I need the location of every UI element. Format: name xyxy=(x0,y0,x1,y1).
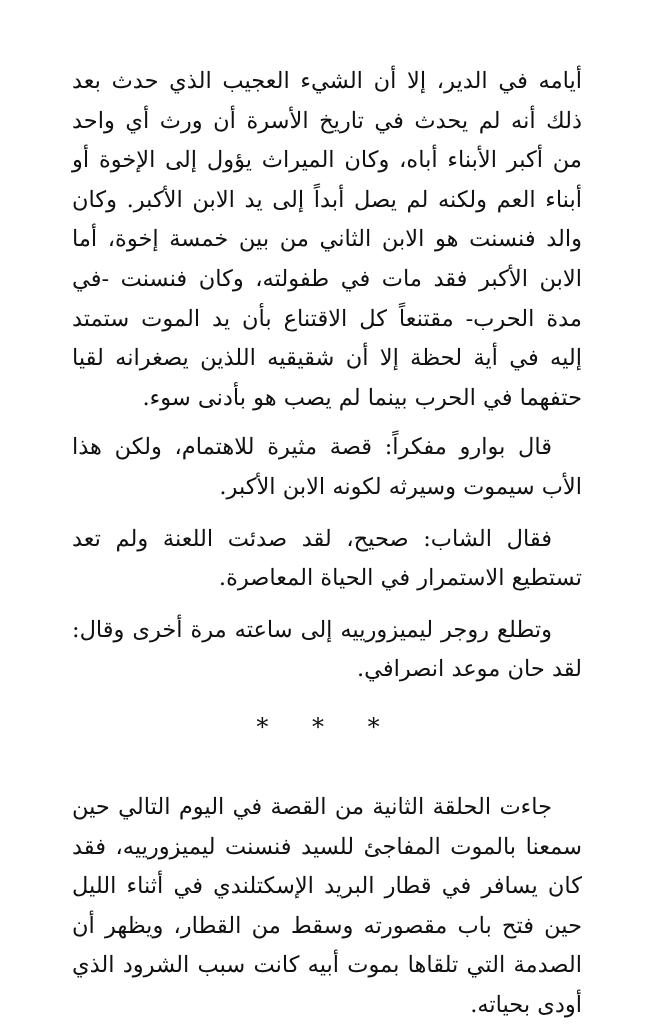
paragraph-3: فقال الشاب: صحيح، لقد صدئت اللعنة ولم تعد تستطيع الاستمرار في الحياة المعاصرة. xyxy=(72,525,582,592)
paragraph-2: قال بوارو مفكراً: قصة مثيرة للاهتمام، ولكن هذا الأب سيموت وسيرثه لكونه الابن الأكبر. xyxy=(72,434,582,500)
paragraph-5: جاءت الحلقة الثانية من القصة في اليوم التالي حين سمعنا بالموت المفاجئ للسيد فنسنت ليميزورييه، فقد كان يسافر في قطار البريد الإسكتلندي في أثناء الليل حين فتح باب مقصورته وسقط من القطار، ويظهر أن الصدمة التي تلقاها بموت أبيه كانت سبب الشرود الذي أودى بحياته. xyxy=(72,793,582,1018)
document-page xyxy=(72,62,582,1025)
section-separator: * * * xyxy=(256,712,398,741)
paragraph-4: وتطلع روجر ليميزورييه إلى ساعته مرة أخرى وقال: لقد حان موعد انصرافي. xyxy=(72,616,582,683)
paragraph-1: أيامه في الدير، إلا أن الشيء العجيب الذي حدث بعد ذلك أنه لم يحدث في تاريخ الأسرة أن ورث أي واحد من أكبر الأبناء أباه، وكان الميراث يؤول إلى الإخوة أو أبناء العم ولكنه لم يصل أبداً إلى يد الابن الأكبر. وكان والد فنسنت هو الابن الثاني من بين خمسة إخوة، أما الابن الأكبر فقد مات في طفولته، وكان فنسنت -في مدة الحرب- مقتنعاً كل الاقتناع بأن يد الموت ستمتد إليه في أية لحظة إلا أن شقيقيه اللذين يصغرانه لقيا حتفهما في الحرب بينما لم يصب هو بأدنى سوء. xyxy=(72,68,582,411)
